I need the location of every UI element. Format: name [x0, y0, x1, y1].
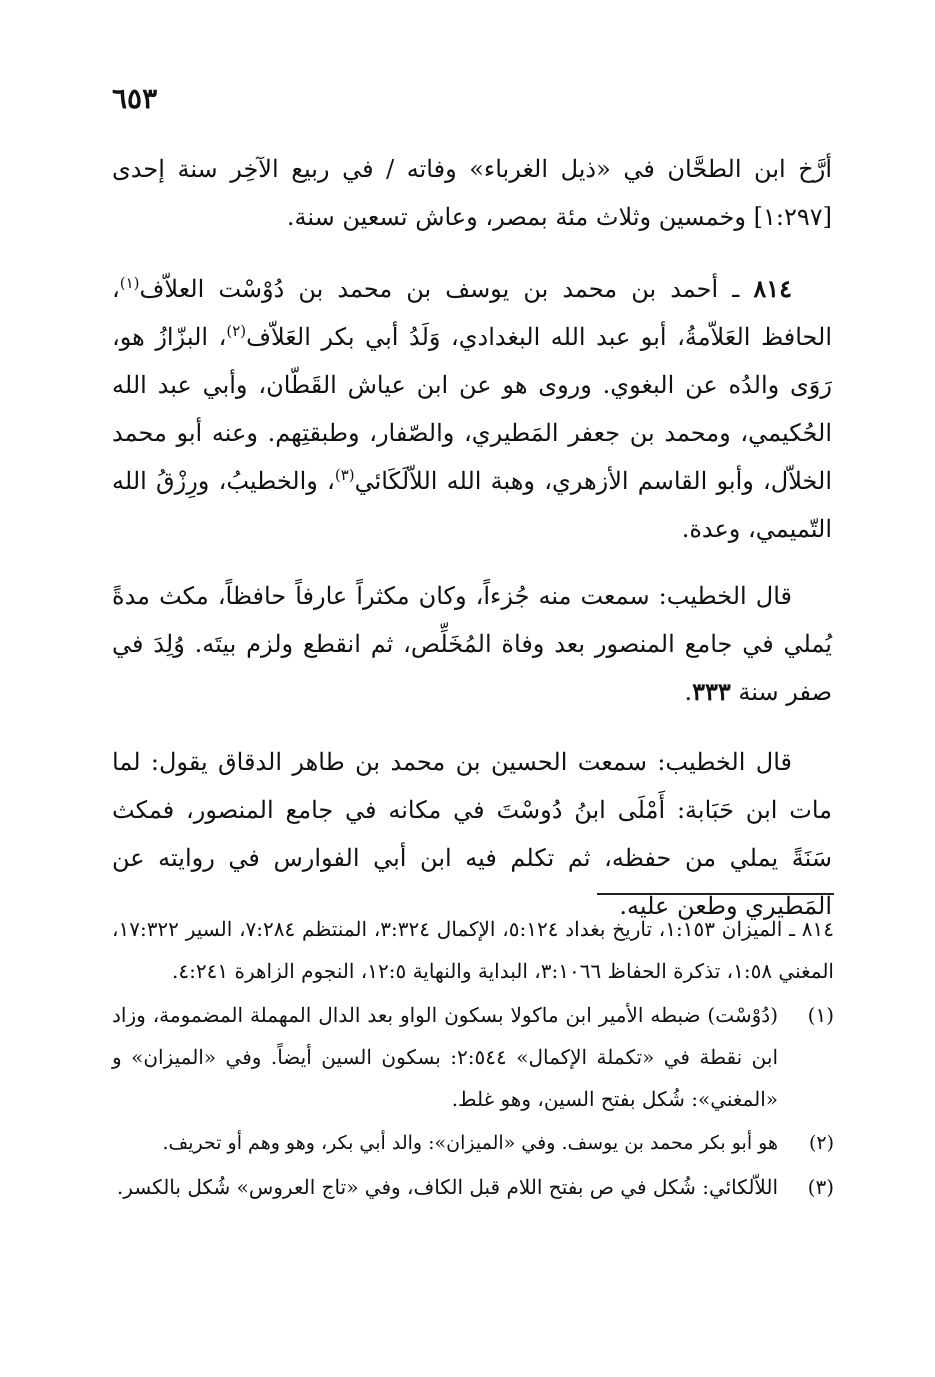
entry-number: ٨١٤ [753, 274, 792, 303]
footnotes [112, 908, 834, 1210]
footnote-3-number: (٣) [807, 1175, 834, 1199]
footnote-sources [112, 908, 834, 992]
entry-part-3: ، البزّازُ هو، رَوَى والدُه عن البغوي. وروى هو عن ابن عياش القَطّان، وأبي عبد الله الحُكيمي، ومحمد بن جعفر المَطيري، والصّفار، وطبقتِهم. وعنه أبو محمد الخلاّل، وأبو القاسم الأزهري، وهبة الله اللاّلَكَائي [112, 323, 832, 495]
intro-end: وخمسين وثلاث مئة بمصر، وعاش تسعين سنة. [286, 203, 754, 231]
entry-paragraph [112, 265, 832, 553]
footnote-ref-2: (٢) [226, 322, 247, 340]
intro-text: أرَّخ ابن الطحَّان في «ذيل الغرباء» وفاته / في ربيع الآخِر سنة إحدى [112, 155, 832, 183]
entry-part-2: ، الحافظ العَلاّمةُ، أبو عبد الله البغدادي، وَلَدُ أبي بكر العَلاّف [112, 275, 832, 351]
quote-paragraph-2: قال الخطيب: سمعت الحسين بن محمد بن طاهر الدقاق يقول: لما مات ابن حَبَابة: أَمْلَى ابنُ دُوسْتَ في مكانه في جامع المنصور، فمكث سَنَةً يملي من حفظه، ثم تكلم فيه ابن أبي الفوارس في روايته عن المَطيري وطعن عليه. [112, 748, 832, 920]
footnote-ref-1: (١) [119, 274, 140, 292]
quote-1-text: قال الخطيب: سمعت منه جُزءاً، وكان مكثراً عارفاً حافظاً، مكث مدةً يُملي في جامع المنصور بعد وفاة المُخَلِّص، ثم انقطع ولزم بيتَه. وُلِدَ في صفر سنة [112, 582, 832, 706]
footnote-2 [112, 1122, 834, 1164]
footnote-3 [112, 1166, 834, 1208]
quote-paragraph-1 [112, 572, 832, 716]
manuscript-page-ref: [١:٢٩٧] [753, 203, 832, 231]
intro-paragraph [112, 145, 832, 241]
page-number: ٦٥٣ [112, 82, 158, 115]
entry-part-1: أحمد بن محمد بن يوسف بن محمد بن دُوْسْت العلاّف [139, 275, 719, 303]
entry-part-4: ، والخطيبُ، ورِزْقُ الله التّميمي، وعدة. [112, 467, 832, 543]
footnote-2-text: هو أبو بكر محمد بن يوسف. وفي «الميزان»: والد أبي بكر، وهو وهم أو تحريف. [162, 1132, 778, 1154]
footnote-2-number: (٢) [808, 1132, 834, 1154]
birth-year: ٣٣٣ [692, 677, 731, 706]
entry-dash: ـ [718, 275, 754, 303]
footnote-1-number: (١) [807, 1003, 834, 1027]
footnote-3-text: اللاّلكائي: شُكل في ص بفتح اللام قبل الكاف، وفي «تاج العروس» شُكل بالكسر. [116, 1175, 778, 1199]
footnote-1 [112, 994, 834, 1120]
footnote-1-text: (دُوْسْت) ضبطه الأمير ابن ماكولا بسكون الواو بعد الدال المهملة المضمومة، وزاد ابن نقطة في «تكملة الإكمال» ٢:٥٤٤: بسكون السين أيضاً. وفي «الميزان» و «المغني»: شُكل بفتح السين، وهو غلط. [112, 1003, 778, 1111]
footnote-divider [597, 893, 834, 895]
sources-text: ـ الميزان ١:١٥٣، تاريخ بغداد ٥:١٢٤، الإكمال ٣:٣٢٤، المنتظم ٧:٢٨٤، السير ١٧:٣٢٢، المغني ١:٥٨، تذكرة الحفاظ ٣:١٠٦٦، البداية والنهاية ١٢:٥، النجوم الزاهرة ٤:٢٤١. [112, 917, 834, 983]
sources-entry-number: ٨١٤ [801, 917, 834, 941]
footnote-ref-3: (٣) [334, 466, 355, 484]
quote-1-end: . [684, 678, 693, 706]
